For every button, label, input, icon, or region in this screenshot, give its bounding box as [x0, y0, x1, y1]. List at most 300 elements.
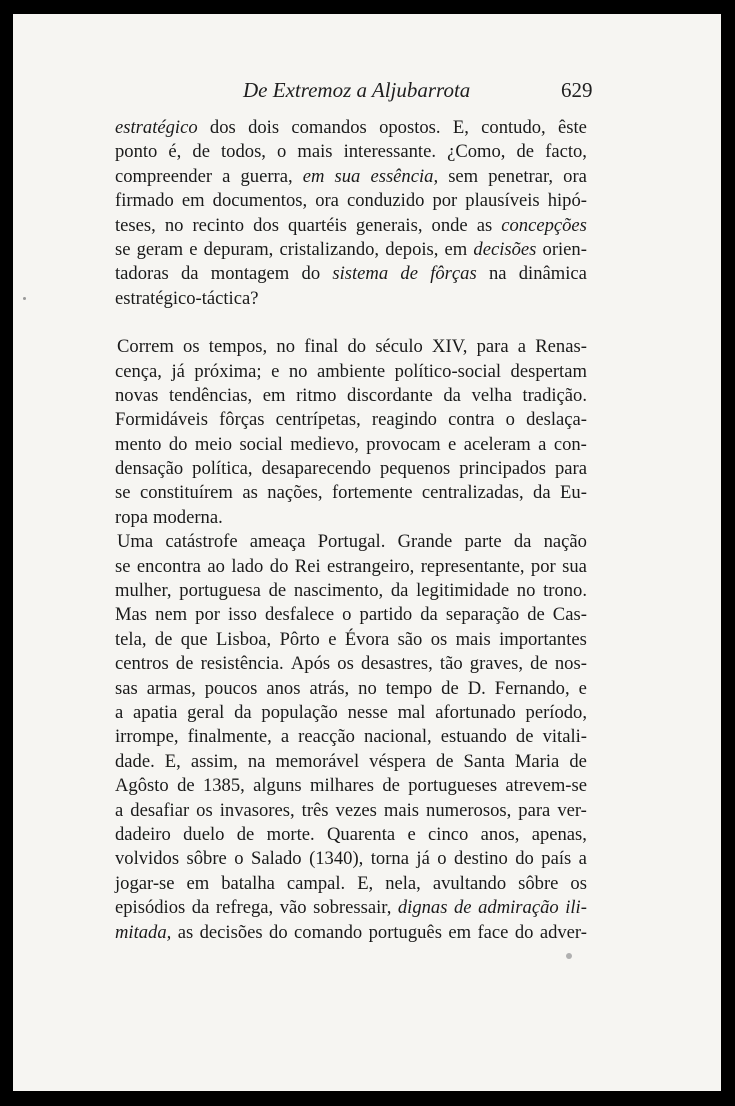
paper-speck: [23, 297, 26, 300]
word: todos,: [221, 141, 266, 163]
word: cristalizando,: [279, 238, 380, 260]
word: o: [505, 409, 515, 431]
word: duelo: [183, 823, 225, 845]
word: contudo,: [481, 117, 546, 138]
word: penetrar,: [488, 165, 554, 187]
word: mitada,: [115, 921, 172, 943]
word: na: [488, 263, 507, 285]
word: fortemente: [331, 482, 413, 504]
word: Quarenta: [326, 823, 396, 845]
word: concepções: [501, 214, 587, 236]
word: conduzido: [346, 190, 425, 212]
word: avultando: [432, 872, 507, 894]
word: Pôrto: [279, 628, 320, 650]
word: provocam: [366, 433, 441, 455]
word: de: [454, 897, 472, 919]
word: estratégico-táctica?: [115, 287, 259, 309]
word: a: [578, 848, 587, 870]
word: ver-: [557, 799, 587, 821]
word: estrangeiro,: [327, 555, 415, 577]
word: em: [262, 384, 286, 406]
word: refrega,: [215, 897, 274, 919]
word: de: [515, 726, 534, 748]
word: facto,: [545, 141, 587, 163]
word: final: [304, 336, 339, 358]
word: catástrofe: [165, 531, 238, 553]
word: vezes: [335, 799, 377, 821]
word: do: [347, 336, 367, 358]
paragraph: [115, 335, 587, 530]
word: de: [569, 750, 587, 772]
word: Fernando,: [494, 677, 570, 699]
text-line: [115, 750, 587, 774]
word: generais,: [355, 214, 423, 236]
word: do: [301, 263, 321, 285]
word: já: [171, 360, 185, 382]
word: da: [420, 604, 438, 626]
word: graves,: [469, 653, 523, 675]
word: o: [234, 848, 244, 870]
word: apatia: [133, 701, 178, 723]
word: Uma: [117, 531, 154, 553]
word: na: [247, 750, 266, 772]
word: guerra,: [240, 165, 293, 187]
word: isso: [227, 604, 257, 626]
word: atrevem-se: [505, 775, 587, 797]
text-line: [115, 433, 587, 457]
word: estuando: [440, 726, 507, 748]
word: os: [430, 628, 448, 650]
word: decisões: [473, 238, 537, 260]
word: assim,: [190, 750, 238, 772]
word: os: [337, 653, 354, 675]
word: Formidáveis: [115, 409, 208, 431]
word: mais: [455, 628, 491, 650]
paragraph: [115, 116, 587, 311]
word: constituírem: [139, 482, 233, 504]
text-line: [115, 579, 587, 603]
word: por: [432, 190, 458, 212]
text-line: [115, 823, 587, 847]
word: geram: [136, 238, 184, 260]
word: anos: [266, 677, 301, 699]
text-line: [115, 116, 587, 140]
word: importantes: [499, 628, 587, 650]
word: nos-: [554, 653, 587, 675]
text-line: [115, 287, 587, 311]
word: partido: [359, 604, 413, 626]
word: mulher,: [115, 580, 172, 602]
word: centros: [115, 653, 169, 675]
word: adver-: [539, 921, 587, 943]
word: o: [342, 604, 352, 626]
word: se: [115, 238, 131, 260]
word: e: [271, 360, 280, 382]
word: as: [177, 921, 194, 943]
text-line: [115, 262, 587, 286]
word: opostos.: [379, 117, 441, 138]
word: volvidos: [115, 848, 180, 870]
word: de: [268, 580, 287, 602]
word: são: [397, 628, 423, 650]
word: de: [441, 677, 459, 699]
word: fôrças: [430, 263, 477, 285]
text-line: [115, 506, 587, 530]
word: no: [276, 336, 295, 358]
word: para: [476, 336, 509, 358]
word: medievo,: [290, 433, 359, 455]
page-number: 629: [561, 78, 593, 102]
book-page: [13, 14, 721, 1091]
word: por: [195, 604, 220, 626]
word: dos: [253, 214, 279, 236]
word: (1340),: [309, 848, 364, 870]
word: Salado: [251, 848, 302, 870]
text-line: [115, 408, 587, 432]
word: ili-: [565, 897, 587, 919]
word: sobressair,: [313, 897, 392, 919]
word: sas: [115, 677, 138, 699]
word: con-: [553, 433, 587, 455]
word: a: [115, 799, 124, 821]
word: período,: [525, 701, 587, 723]
word: política,: [192, 458, 253, 480]
word: de: [435, 750, 454, 772]
word: D.: [467, 677, 486, 699]
word: nem: [155, 604, 188, 626]
word: da: [390, 580, 409, 602]
word: Grande: [397, 531, 453, 553]
paragraph-gap: [115, 311, 587, 335]
word: comandos: [291, 117, 367, 138]
word: E,: [452, 117, 469, 138]
word: Eu-: [560, 482, 587, 504]
word: estratégico: [115, 117, 198, 138]
word: de: [400, 263, 418, 285]
word: dadeiro: [115, 823, 171, 845]
word: a: [280, 726, 290, 748]
word: pequenos: [380, 458, 451, 480]
word: admiração: [478, 897, 559, 919]
word: ropa: [115, 506, 149, 528]
word: quartéis: [287, 214, 347, 236]
word: Maria: [514, 750, 560, 772]
word: velha: [471, 384, 512, 406]
word: 1385,: [202, 775, 245, 797]
text-line: [115, 847, 587, 871]
word: para: [554, 458, 587, 480]
word: memorável: [275, 750, 360, 772]
word: os: [196, 799, 213, 821]
word: E,: [357, 872, 374, 894]
word: legitimidade: [416, 580, 510, 602]
word: densação: [115, 458, 184, 480]
word: nela,: [385, 872, 421, 894]
text-line: [115, 189, 587, 213]
word: no: [288, 360, 308, 382]
word: ambiente: [316, 360, 386, 382]
word: discordante: [347, 384, 433, 406]
word: apenas,: [531, 823, 587, 845]
word: jogar-se: [115, 872, 175, 894]
word: da: [443, 384, 461, 406]
word: nacional,: [364, 726, 432, 748]
word: nação: [543, 531, 587, 553]
word: mento: [115, 433, 162, 455]
text-line: [115, 530, 587, 554]
word: de: [516, 141, 535, 163]
word: parte: [464, 531, 502, 553]
word: sôbre: [518, 872, 559, 894]
word: centrípetas,: [275, 409, 361, 431]
word: por: [530, 555, 556, 577]
word: contra: [448, 409, 495, 431]
word: tão: [439, 653, 463, 675]
word: encontra: [136, 555, 201, 577]
word: interessante.: [343, 141, 436, 163]
word: do: [515, 848, 534, 870]
word: tendências,: [169, 384, 253, 406]
word: Mas: [115, 604, 148, 626]
word: mais: [383, 799, 419, 821]
text-line: [115, 677, 587, 701]
word: século: [375, 336, 423, 358]
word: centralizadas,: [421, 482, 524, 504]
word: do: [168, 433, 188, 455]
word: teses,: [115, 214, 156, 236]
word: em: [186, 872, 210, 894]
text-line: [115, 701, 587, 725]
word: desastres,: [360, 653, 433, 675]
word: véspera: [369, 750, 426, 772]
word: vitali-: [542, 726, 587, 748]
word: sua: [334, 165, 361, 187]
word: Portugal.: [317, 531, 386, 553]
word: meio: [194, 433, 233, 455]
word: Correm: [117, 336, 174, 358]
text-line: [115, 335, 587, 359]
word: de: [382, 775, 400, 797]
word: é,: [168, 141, 182, 163]
word: tempos,: [208, 336, 268, 358]
text-line: [115, 238, 587, 262]
text-line: [115, 652, 587, 676]
word: cença,: [115, 360, 162, 382]
word: numerosos,: [426, 799, 512, 821]
word: Agôsto: [115, 775, 169, 797]
word: essência,: [370, 165, 439, 187]
word: campal.: [286, 872, 346, 894]
word: para: [518, 799, 551, 821]
word: a: [115, 701, 124, 723]
word: social: [239, 433, 283, 455]
word: recinto: [192, 214, 245, 236]
word: tadoras: [115, 263, 169, 285]
text-line: [115, 628, 587, 652]
word: Renas-: [535, 336, 587, 358]
word: anos,: [480, 823, 520, 845]
word: em: [444, 238, 468, 260]
word: ora: [563, 165, 587, 187]
word: em: [181, 190, 205, 212]
text-line: [115, 384, 587, 408]
word: XIV,: [432, 336, 468, 358]
word: episódios: [115, 897, 186, 919]
word: sistema: [332, 263, 389, 285]
word: morte.: [266, 823, 315, 845]
word: tradição.: [522, 384, 587, 406]
word: que: [180, 628, 208, 650]
word: hipó-: [547, 190, 587, 212]
word: ¿Como,: [447, 141, 506, 163]
word: separação: [445, 604, 520, 626]
word: se: [115, 555, 131, 577]
word: da: [180, 263, 199, 285]
word: em: [448, 921, 472, 943]
word: poucos: [204, 677, 258, 699]
word: aceleram: [463, 433, 531, 455]
word: a: [222, 165, 231, 187]
word: afortunado: [435, 701, 516, 723]
word: portuguesa: [179, 580, 261, 602]
text-line: [115, 799, 587, 823]
word: no: [358, 677, 377, 699]
word: próxima;: [194, 360, 262, 382]
word: trono.: [543, 580, 587, 602]
word: comando: [294, 921, 363, 943]
running-title: De Extremoz a Aljubarrota: [243, 78, 471, 102]
text-line: [115, 872, 587, 896]
word: novas: [115, 384, 159, 406]
word: lado: [231, 555, 264, 577]
word: do: [514, 921, 534, 943]
word: da: [234, 701, 252, 723]
word: e: [189, 238, 198, 260]
word: documentos,: [212, 190, 308, 212]
word: país: [541, 848, 572, 870]
word: onde: [431, 214, 468, 236]
word: desafiar: [130, 799, 190, 821]
word: do: [269, 921, 288, 943]
word: cinco: [428, 823, 469, 845]
word: de: [527, 604, 545, 626]
word: torna: [370, 848, 409, 870]
word: da: [191, 897, 210, 919]
word: reacção: [298, 726, 355, 748]
word: dignas: [397, 897, 448, 919]
word: da: [533, 482, 551, 504]
word: a: [517, 336, 527, 358]
word: a: [538, 433, 547, 455]
word: Évora: [344, 628, 390, 650]
word: firmado: [115, 190, 174, 212]
word: Rei: [294, 555, 321, 577]
body-text: [115, 116, 587, 945]
word: e: [328, 628, 337, 650]
text-line: [115, 725, 587, 749]
word: ponto: [115, 141, 158, 163]
text-line: [115, 457, 587, 481]
word: nascimento,: [293, 580, 384, 602]
word: em: [302, 165, 325, 187]
word: as: [242, 482, 258, 504]
word: vão: [279, 897, 307, 919]
word: nesse: [347, 701, 388, 723]
word: Cas-: [552, 604, 587, 626]
word: português: [368, 921, 442, 943]
word: o: [437, 848, 447, 870]
word: os: [183, 336, 200, 358]
word: sôbre: [186, 848, 227, 870]
word: destino: [454, 848, 508, 870]
word: geral: [187, 701, 225, 723]
word: ameaça: [249, 531, 306, 553]
word: Lisboa,: [215, 628, 272, 650]
word: ritmo: [296, 384, 337, 406]
word: principados: [459, 458, 546, 480]
word: tela,: [115, 628, 147, 650]
text-line: [115, 921, 587, 945]
word: alguns: [253, 775, 302, 797]
text-line: [115, 896, 587, 920]
word: de: [175, 653, 194, 675]
word: Santa: [463, 750, 505, 772]
word: dinâmica: [518, 263, 587, 285]
text-line: [115, 603, 587, 627]
word: E,: [164, 750, 181, 772]
text-line: [115, 481, 587, 505]
paragraph: [115, 530, 587, 945]
word: decisões: [199, 921, 263, 943]
word: êste: [558, 117, 587, 138]
word: tempo: [385, 677, 433, 699]
word: dade.: [115, 750, 155, 772]
word: os: [570, 872, 587, 894]
word: compreender: [115, 165, 213, 187]
word: mal: [397, 701, 426, 723]
word: finalmente,: [187, 726, 272, 748]
word: deslaça-: [526, 409, 587, 431]
word: representante,: [420, 555, 525, 577]
word: três: [301, 799, 329, 821]
word: montagem: [210, 263, 290, 285]
word: depuram,: [203, 238, 274, 260]
word: o: [277, 141, 287, 163]
page-header: [13, 78, 721, 110]
word: de: [236, 823, 255, 845]
word: resistência.: [200, 653, 284, 675]
word: de: [177, 775, 195, 797]
word: desfalece: [264, 604, 335, 626]
word: e: [448, 433, 457, 455]
word: face: [477, 921, 509, 943]
word: sem: [448, 165, 479, 187]
word: armas,: [146, 677, 196, 699]
word: se: [115, 482, 131, 504]
word: de: [192, 141, 210, 163]
word: e: [578, 677, 587, 699]
word: as: [476, 214, 493, 236]
word: irrompe,: [115, 726, 179, 748]
word: do: [269, 555, 289, 577]
text-line: [115, 165, 587, 189]
word: população: [261, 701, 338, 723]
word: milhares: [310, 775, 375, 797]
text-line: [115, 555, 587, 579]
word: já: [416, 848, 430, 870]
word: fôrças: [219, 409, 265, 431]
word: reagindo: [371, 409, 437, 431]
